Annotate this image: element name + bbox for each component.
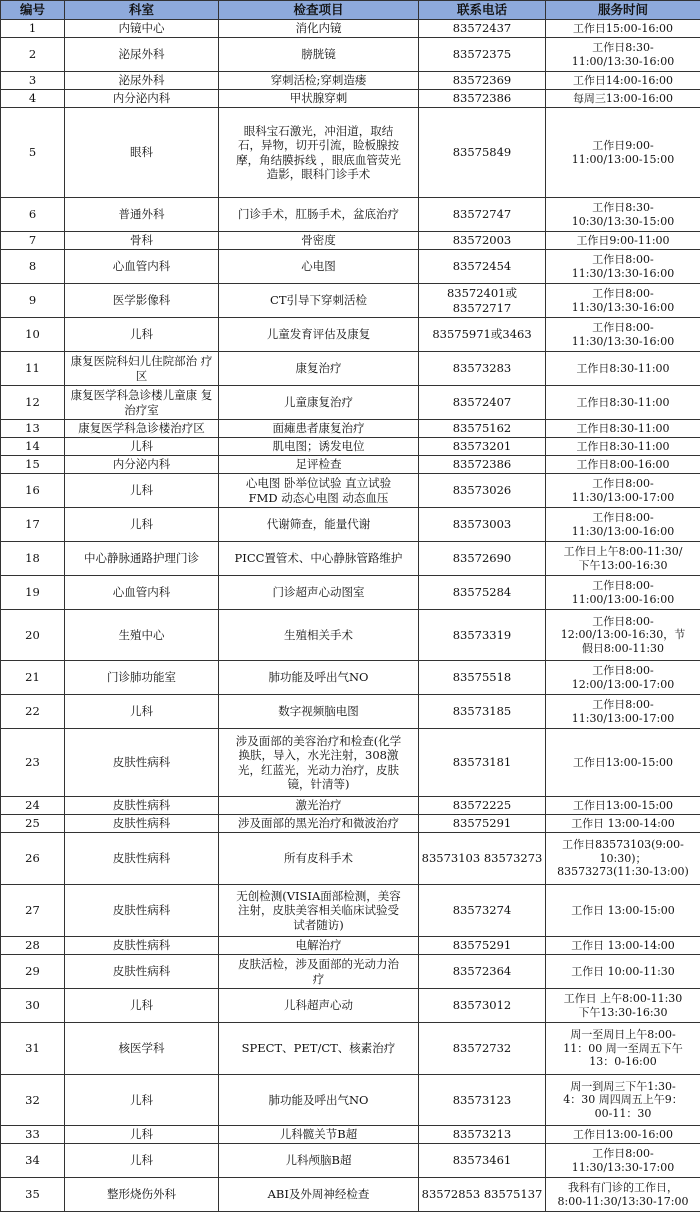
cell-no: 12 [1, 386, 65, 420]
table-row [1, 352, 700, 386]
table-row [1, 610, 700, 661]
cell-phone: 83573213 [419, 1126, 546, 1144]
header-dept: 科室 [65, 1, 219, 20]
table-row [1, 438, 700, 456]
cell-dept: 内分泌内科 [65, 90, 219, 108]
cell-phone: 83573003 [419, 508, 546, 542]
table-row [1, 955, 700, 989]
cell-dept: 整形烧伤外科 [65, 1178, 219, 1212]
table-row [1, 474, 700, 508]
cell-time: 工作日8:00-16:00 [546, 456, 700, 474]
cell-time: 工作日8:30-11:00 [546, 386, 700, 420]
cell-no: 21 [1, 661, 65, 695]
cell-item: 心电图 [219, 250, 419, 284]
cell-item: 膀胱镜 [219, 38, 419, 72]
cell-time: 工作日8:00- 11:30/13:30-16:00 [546, 250, 700, 284]
table-body [1, 20, 700, 1212]
cell-time: 工作日8:00- 12:00/13:00-16:30，节 假日8:00-11:30 [546, 610, 700, 661]
cell-time: 工作日8:30-11:00 [546, 438, 700, 456]
cell-no: 6 [1, 198, 65, 232]
cell-no: 30 [1, 989, 65, 1023]
cell-item: 穿刺活检;穿刺造瘘 [219, 72, 419, 90]
cell-phone: 83572407 [419, 386, 546, 420]
cell-dept: 内分泌内科 [65, 456, 219, 474]
cell-phone: 83572003 [419, 232, 546, 250]
cell-time: 工作日13:00-15:00 [546, 729, 700, 797]
cell-item: 消化内镜 [219, 20, 419, 38]
cell-time: 工作日8:00- 11:30/13:00-17:00 [546, 474, 700, 508]
cell-item: 面瘫患者康复治疗 [219, 420, 419, 438]
cell-no: 34 [1, 1144, 65, 1178]
cell-item: ABI及外周神经检查 [219, 1178, 419, 1212]
cell-time: 工作日8:00- 11:30/13:30-17:00 [546, 1144, 700, 1178]
cell-item: 所有皮科手术 [219, 833, 419, 885]
table-row [1, 695, 700, 729]
table-row [1, 937, 700, 955]
cell-phone: 83573123 [419, 1075, 546, 1126]
cell-time: 工作日8:30- 10:30/13:30-15:00 [546, 198, 700, 232]
cell-time: 工作日83573103(9:00- 10:30)； 83573273(11:30-13:00) [546, 833, 700, 885]
cell-time: 每周三13:00-16:00 [546, 90, 700, 108]
cell-time: 周一至周日上午8:00- 11：00 周一至周五下午 13：0-16:00 [546, 1023, 700, 1075]
table-row [1, 284, 700, 318]
cell-phone: 83572369 [419, 72, 546, 90]
cell-phone: 83572454 [419, 250, 546, 284]
cell-no: 35 [1, 1178, 65, 1212]
table-row [1, 1144, 700, 1178]
table-row [1, 1075, 700, 1126]
cell-no: 33 [1, 1126, 65, 1144]
cell-phone: 83573319 [419, 610, 546, 661]
table-row [1, 989, 700, 1023]
cell-item: 康复治疗 [219, 352, 419, 386]
cell-dept: 皮肤性病科 [65, 937, 219, 955]
cell-no: 31 [1, 1023, 65, 1075]
cell-no: 19 [1, 576, 65, 610]
cell-item: 肺功能及呼出气NO [219, 1075, 419, 1126]
cell-time: 工作日 13:00-14:00 [546, 937, 700, 955]
table-row [1, 250, 700, 284]
cell-no: 29 [1, 955, 65, 989]
cell-item: 足评检查 [219, 456, 419, 474]
cell-time: 周一到周三下午1:30- 4：30 周四周五上午9： 00-11：30 [546, 1075, 700, 1126]
table-row [1, 386, 700, 420]
cell-phone: 83572437 [419, 20, 546, 38]
header-row [1, 1, 700, 20]
cell-dept: 内镜中心 [65, 20, 219, 38]
cell-time: 工作日8:30-11:00 [546, 420, 700, 438]
cell-dept: 儿科 [65, 1144, 219, 1178]
cell-phone: 83572375 [419, 38, 546, 72]
cell-no: 15 [1, 456, 65, 474]
cell-time: 工作日8:30-11:00 [546, 352, 700, 386]
cell-item: 皮肤活检，涉及面部的光动力治 疗 [219, 955, 419, 989]
table-row [1, 232, 700, 250]
cell-time: 我科有门诊的工作日， 8:00-11:30/13:30-17:00 [546, 1178, 700, 1212]
cell-dept: 骨科 [65, 232, 219, 250]
cell-phone: 83573012 [419, 989, 546, 1023]
cell-item: 涉及面部的黑光治疗和微波治疗 [219, 815, 419, 833]
cell-no: 5 [1, 108, 65, 198]
cell-time: 工作日9:00-11:00 [546, 232, 700, 250]
cell-item: 数字视频脑电图 [219, 695, 419, 729]
cell-phone: 83572386 [419, 90, 546, 108]
table-row [1, 833, 700, 885]
cell-time: 工作日8:00- 11:30/13:00-17:00 [546, 695, 700, 729]
cell-dept: 门诊肺功能室 [65, 661, 219, 695]
cell-item: 骨密度 [219, 232, 419, 250]
cell-no: 16 [1, 474, 65, 508]
table-row [1, 90, 700, 108]
cell-item: SPECT、PET/CT、核素治疗 [219, 1023, 419, 1075]
cell-no: 1 [1, 20, 65, 38]
cell-phone: 83575291 [419, 815, 546, 833]
cell-time: 工作日8:30- 11:00/13:30-16:00 [546, 38, 700, 72]
cell-dept: 皮肤性病科 [65, 797, 219, 815]
cell-no: 18 [1, 542, 65, 576]
cell-time: 工作日 13:00-15:00 [546, 885, 700, 937]
table-row [1, 576, 700, 610]
cell-item: 儿科髋关节B超 [219, 1126, 419, 1144]
cell-no: 25 [1, 815, 65, 833]
cell-no: 4 [1, 90, 65, 108]
cell-no: 3 [1, 72, 65, 90]
cell-phone: 83575971或3463 [419, 318, 546, 352]
cell-phone: 83572225 [419, 797, 546, 815]
cell-item: PICC置管术、中心静脉管路维护 [219, 542, 419, 576]
cell-no: 10 [1, 318, 65, 352]
table-row [1, 198, 700, 232]
cell-phone: 83573461 [419, 1144, 546, 1178]
table-row [1, 420, 700, 438]
cell-dept: 医学影像科 [65, 284, 219, 318]
cell-phone: 83573026 [419, 474, 546, 508]
cell-item: 肌电图；诱发电位 [219, 438, 419, 456]
table-row [1, 1023, 700, 1075]
cell-dept: 儿科 [65, 1126, 219, 1144]
cell-no: 24 [1, 797, 65, 815]
cell-phone: 83572732 [419, 1023, 546, 1075]
cell-dept: 儿科 [65, 989, 219, 1023]
header-time: 服务时间 [546, 1, 700, 20]
cell-phone: 83572364 [419, 955, 546, 989]
cell-item: 儿科颅脑B超 [219, 1144, 419, 1178]
cell-no: 26 [1, 833, 65, 885]
cell-phone: 83573201 [419, 438, 546, 456]
header-no: 编号 [1, 1, 65, 20]
cell-time: 工作日8:00- 12:00/13:00-17:00 [546, 661, 700, 695]
cell-time: 工作日上午8:00-11:30/ 下午13:00-16:30 [546, 542, 700, 576]
table-row [1, 1126, 700, 1144]
cell-phone: 83575291 [419, 937, 546, 955]
cell-dept: 皮肤性病科 [65, 833, 219, 885]
cell-phone: 83575518 [419, 661, 546, 695]
cell-dept: 儿科 [65, 1075, 219, 1126]
cell-time: 工作日8:00- 11:00/13:00-16:00 [546, 576, 700, 610]
table-row [1, 20, 700, 38]
cell-dept: 康复医学科急诊楼儿童康 复治疗室 [65, 386, 219, 420]
cell-no: 2 [1, 38, 65, 72]
cell-no: 23 [1, 729, 65, 797]
cell-item: 儿童发育评估及康复 [219, 318, 419, 352]
cell-phone: 83572386 [419, 456, 546, 474]
cell-phone: 83572690 [419, 542, 546, 576]
cell-phone: 83573283 [419, 352, 546, 386]
cell-phone: 83575284 [419, 576, 546, 610]
cell-dept: 皮肤性病科 [65, 815, 219, 833]
cell-dept: 皮肤性病科 [65, 729, 219, 797]
table-row [1, 1178, 700, 1212]
cell-dept: 生殖中心 [65, 610, 219, 661]
cell-dept: 中心静脉通路护理门诊 [65, 542, 219, 576]
table-row [1, 72, 700, 90]
table-row [1, 542, 700, 576]
table-row [1, 318, 700, 352]
cell-no: 22 [1, 695, 65, 729]
cell-dept: 康复医学科急诊楼治疗区 [65, 420, 219, 438]
table-row [1, 38, 700, 72]
cell-item: 无创检测(VISIA面部检测，美容 注射，皮肤美容相关临床试验受 试者随访) [219, 885, 419, 937]
cell-time: 工作日13:00-16:00 [546, 1126, 700, 1144]
cell-item: 门诊手术，肛肠手术，盆底治疗 [219, 198, 419, 232]
cell-item: 肺功能及呼出气NO [219, 661, 419, 695]
cell-dept: 康复医院科妇儿住院部治 疗区 [65, 352, 219, 386]
cell-time: 工作日9:00- 11:00/13:00-15:00 [546, 108, 700, 198]
table-row [1, 797, 700, 815]
cell-dept: 儿科 [65, 318, 219, 352]
cell-time: 工作日13:00-15:00 [546, 797, 700, 815]
cell-phone: 83573274 [419, 885, 546, 937]
cell-time: 工作日8:00- 11:30/13:30-16:00 [546, 318, 700, 352]
cell-no: 28 [1, 937, 65, 955]
table-row [1, 885, 700, 937]
cell-phone: 83573181 [419, 729, 546, 797]
cell-time: 工作日8:00- 11:30/13:00-16:00 [546, 508, 700, 542]
cell-no: 20 [1, 610, 65, 661]
cell-item: 眼科宝石激光，冲泪道，取结 石，异物，切开引流，睑板腺按 摩，角结膜拆线 ，眼底血管荧光 造影，眼科门诊手术 [219, 108, 419, 198]
cell-phone: 83572853 83575137 [419, 1178, 546, 1212]
cell-phone: 83575849 [419, 108, 546, 198]
table-row [1, 508, 700, 542]
cell-item: 儿科超声心动 [219, 989, 419, 1023]
cell-no: 8 [1, 250, 65, 284]
cell-dept: 普通外科 [65, 198, 219, 232]
cell-dept: 儿科 [65, 474, 219, 508]
cell-dept: 泌尿外科 [65, 72, 219, 90]
cell-item: CT引导下穿刺活检 [219, 284, 419, 318]
cell-item: 门诊超声心动图室 [219, 576, 419, 610]
cell-phone: 83573185 [419, 695, 546, 729]
cell-no: 11 [1, 352, 65, 386]
cell-phone: 83572747 [419, 198, 546, 232]
cell-dept: 皮肤性病科 [65, 955, 219, 989]
cell-item: 涉及面部的美容治疗和检查(化学 换肤，导入，水光注射，308激 光，红蓝光，光动力治疗，皮肤 镜，针清等) [219, 729, 419, 797]
table-row [1, 815, 700, 833]
cell-dept: 儿科 [65, 695, 219, 729]
cell-item: 生殖相关手术 [219, 610, 419, 661]
cell-no: 32 [1, 1075, 65, 1126]
cell-no: 17 [1, 508, 65, 542]
cell-dept: 泌尿外科 [65, 38, 219, 72]
cell-time: 工作日 上午8:00-11:30 下午13:30-16:30 [546, 989, 700, 1023]
cell-no: 14 [1, 438, 65, 456]
cell-time: 工作日15:00-16:00 [546, 20, 700, 38]
cell-time: 工作日8:00- 11:30/13:30-16:00 [546, 284, 700, 318]
cell-item: 儿童康复治疗 [219, 386, 419, 420]
cell-time: 工作日 10:00-11:30 [546, 955, 700, 989]
cell-item: 代谢筛查，能量代谢 [219, 508, 419, 542]
cell-phone: 83573103 83573273 [419, 833, 546, 885]
table-row [1, 729, 700, 797]
cell-dept: 儿科 [65, 438, 219, 456]
cell-item: 心电图 卧举位试验 直立试验 FMD 动态心电图 动态血压 [219, 474, 419, 508]
cell-time: 工作日 13:00-14:00 [546, 815, 700, 833]
cell-dept: 心血管内科 [65, 250, 219, 284]
cell-no: 13 [1, 420, 65, 438]
table-row [1, 661, 700, 695]
cell-dept: 眼科 [65, 108, 219, 198]
table-row [1, 456, 700, 474]
cell-no: 7 [1, 232, 65, 250]
cell-item: 甲状腺穿刺 [219, 90, 419, 108]
cell-phone: 83572401或83572717 [419, 284, 546, 318]
header-phone: 联系电话 [419, 1, 546, 20]
cell-dept: 皮肤性病科 [65, 885, 219, 937]
header-item: 检查项目 [219, 1, 419, 20]
cell-time: 工作日14:00-16:00 [546, 72, 700, 90]
cell-no: 27 [1, 885, 65, 937]
cell-phone: 83575162 [419, 420, 546, 438]
cell-no: 9 [1, 284, 65, 318]
cell-dept: 心血管内科 [65, 576, 219, 610]
cell-dept: 儿科 [65, 508, 219, 542]
cell-dept: 核医学科 [65, 1023, 219, 1075]
cell-item: 电解治疗 [219, 937, 419, 955]
table-row [1, 108, 700, 198]
cell-item: 激光治疗 [219, 797, 419, 815]
